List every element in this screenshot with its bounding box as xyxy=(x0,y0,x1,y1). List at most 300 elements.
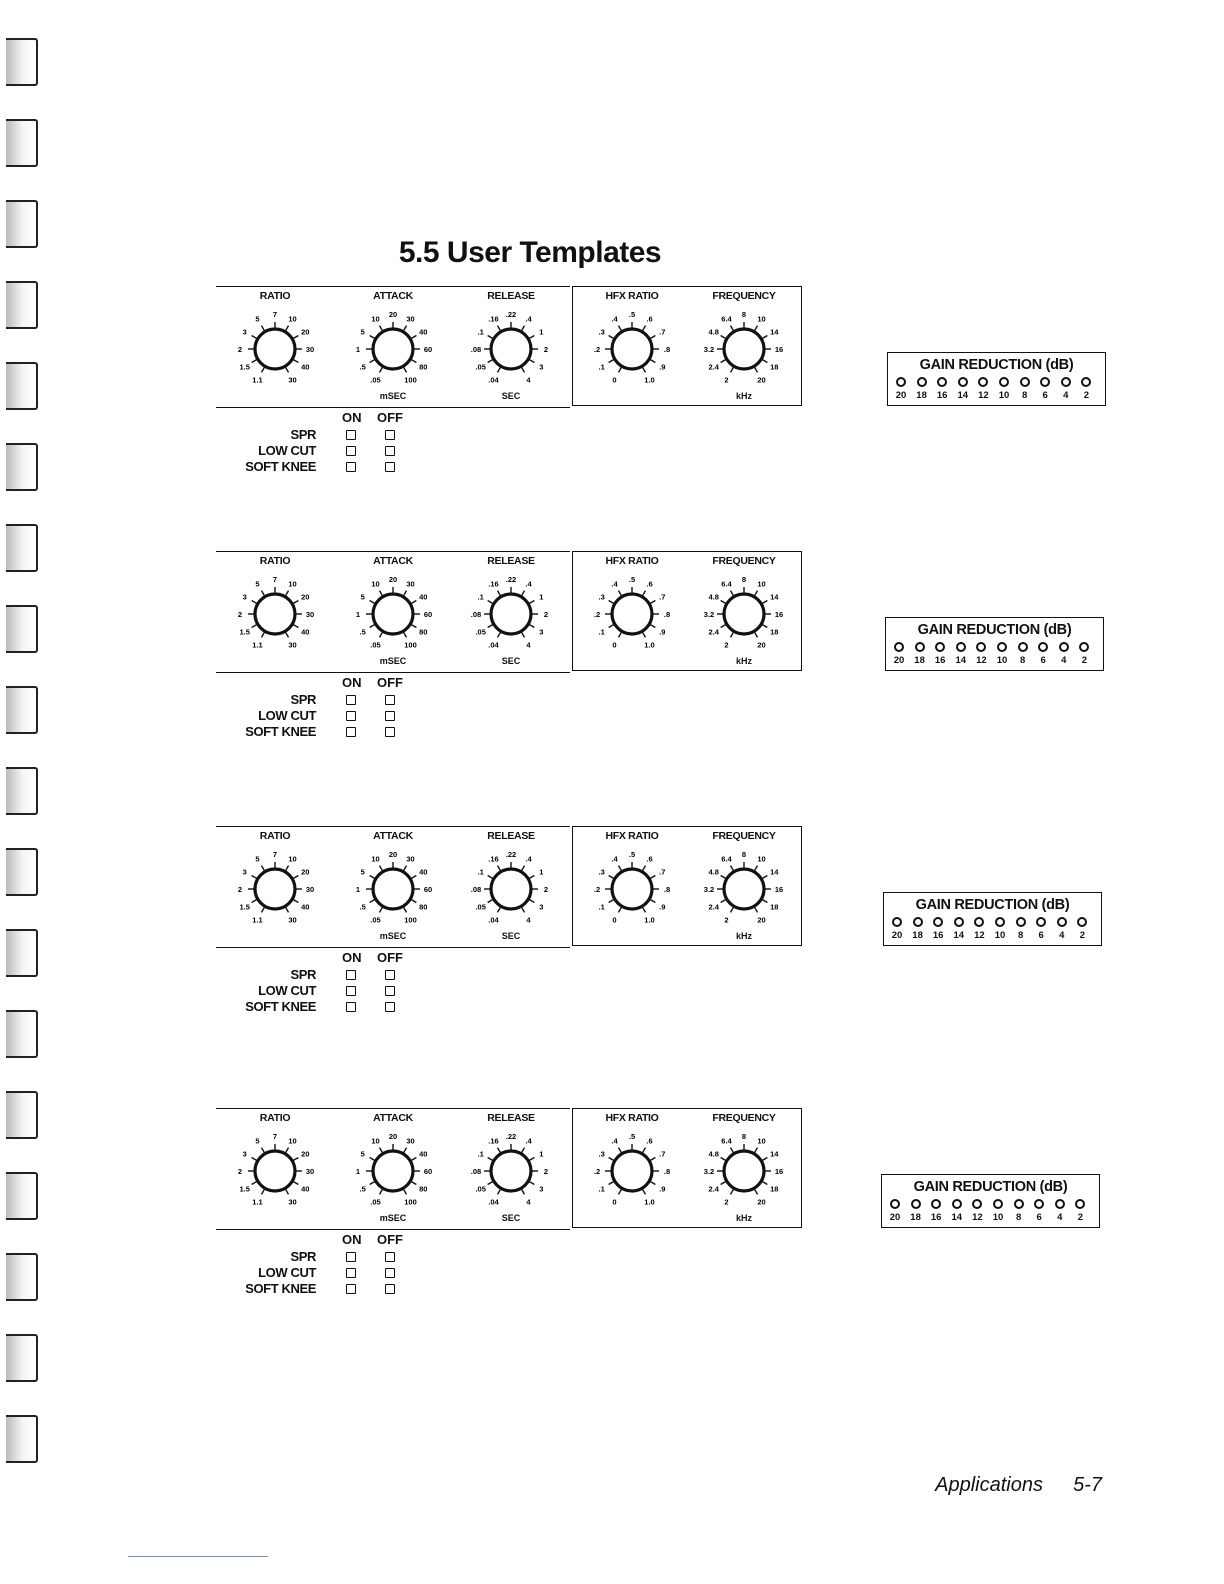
knob-dial[interactable] xyxy=(351,1129,435,1213)
knob-tick xyxy=(731,367,734,372)
knob-scale-value: .6 xyxy=(646,314,653,324)
knob-tick xyxy=(380,866,383,871)
knob-tick xyxy=(619,1189,622,1194)
knob-scale-value: 6.4 xyxy=(721,314,732,324)
knob-tick xyxy=(529,360,534,363)
knob-tick xyxy=(286,1148,289,1153)
knob-scale-value: .05 xyxy=(370,1197,381,1207)
knob-dial[interactable] xyxy=(702,847,786,931)
knob-scale-value: .08 xyxy=(470,610,482,619)
knob-release[interactable] xyxy=(452,1109,570,1229)
gain-led xyxy=(1018,642,1028,652)
knob-tick xyxy=(643,1189,646,1194)
off-checkbox[interactable] xyxy=(385,1284,395,1294)
knob-scale-value: 4.8 xyxy=(708,1149,719,1159)
knob-tick xyxy=(404,866,407,871)
knob-frequency[interactable] xyxy=(685,552,803,672)
knob-tick xyxy=(411,876,416,879)
knob-scale-value: 30 xyxy=(406,854,415,864)
knob-dial[interactable] xyxy=(702,1129,786,1213)
knob-tick xyxy=(498,326,501,331)
gain-db-value: 6 xyxy=(1038,930,1044,941)
knob-release[interactable] xyxy=(452,552,570,672)
knob-body xyxy=(373,1151,413,1191)
knob-tick xyxy=(498,1189,501,1194)
knob-scale-value: 1.1 xyxy=(252,375,263,385)
knob-tick xyxy=(522,1189,525,1194)
off-checkbox[interactable] xyxy=(385,1268,395,1278)
knob-scale-value: .7 xyxy=(659,592,666,602)
knob-tick xyxy=(404,632,407,637)
hfx-panel xyxy=(572,286,802,406)
knob-tick xyxy=(262,367,265,372)
knob-body xyxy=(724,869,764,909)
knob-scale-value: 7 xyxy=(272,310,278,319)
gain-db-value: 12 xyxy=(978,390,989,401)
on-checkbox[interactable] xyxy=(346,446,356,456)
knob-scale-value: 4.8 xyxy=(708,327,719,337)
footer-rule xyxy=(128,1556,268,1557)
on-checkbox[interactable] xyxy=(346,1284,356,1294)
knob-release[interactable] xyxy=(452,827,570,947)
knob-tick xyxy=(650,1182,655,1185)
gain-db-value: 2 xyxy=(1083,390,1090,401)
on-column-header: ON xyxy=(342,410,362,425)
knob-tick xyxy=(404,907,407,912)
knob-scale-value: .5 xyxy=(359,362,366,372)
knob-scale-value: .08 xyxy=(470,1167,482,1176)
knob-body xyxy=(724,329,764,369)
gain-led xyxy=(1034,1199,1044,1209)
knob-tick xyxy=(762,876,767,879)
gain-led xyxy=(954,917,964,927)
knob-scale-value: .8 xyxy=(663,885,671,894)
knob-tick xyxy=(252,336,257,339)
knob-tick xyxy=(286,326,289,331)
knob-tick xyxy=(609,1182,614,1185)
switch-label: SPR xyxy=(290,967,316,982)
switch-row xyxy=(230,724,430,740)
gain-reduction-meter xyxy=(887,352,1106,406)
knob-scale-value: 3 xyxy=(242,867,247,877)
gain-db-value: 12 xyxy=(974,930,985,941)
knob-body xyxy=(612,329,652,369)
knob-tick xyxy=(529,1158,534,1161)
knob-body xyxy=(491,594,531,634)
knob-scale-value: .4 xyxy=(611,1136,618,1146)
knob-scale-value: .8 xyxy=(663,1167,671,1176)
knob-scale-value: 14 xyxy=(770,592,779,602)
knob-scale-value: .7 xyxy=(659,867,666,877)
knob-scale-value: 18 xyxy=(770,627,779,637)
knob-tick xyxy=(293,360,298,363)
off-column-header: OFF xyxy=(377,1232,403,1247)
knob-tick xyxy=(731,866,734,871)
gain-led xyxy=(993,1199,1003,1209)
knob-tick xyxy=(721,900,726,903)
knob-scale-value: 20 xyxy=(388,575,398,584)
knob-scale-value: .7 xyxy=(659,1149,666,1159)
knob-scale-value: 30 xyxy=(406,314,415,324)
knob-tick xyxy=(619,367,622,372)
knob-scale-value: .1 xyxy=(477,327,484,337)
knob-tick xyxy=(755,866,758,871)
off-checkbox[interactable] xyxy=(385,1252,395,1262)
off-checkbox[interactable] xyxy=(385,986,395,996)
knob-ratio[interactable] xyxy=(216,827,334,947)
on-checkbox[interactable] xyxy=(346,727,356,737)
user-template xyxy=(0,1108,1224,1308)
knob-scale-value: .16 xyxy=(488,314,499,324)
knob-tick xyxy=(488,336,493,339)
knob-label: FREQUENCY xyxy=(712,555,776,567)
knob-scale-value: 20 xyxy=(301,592,310,602)
knob-dial[interactable] xyxy=(702,572,786,656)
knob-scale-value: .04 xyxy=(488,915,499,925)
knob-scale-value: 4 xyxy=(526,915,531,925)
knob-unit: mSEC xyxy=(379,656,407,666)
knob-scale-value: 30 xyxy=(406,1136,415,1146)
knob-scale-value: .22 xyxy=(505,850,517,859)
gain-db-value: 4 xyxy=(1059,930,1065,941)
gain-led xyxy=(1014,1199,1024,1209)
knob-tick xyxy=(643,632,646,637)
knob-tick xyxy=(522,907,525,912)
knob-scale-value: 1.1 xyxy=(252,915,263,925)
knob-tick xyxy=(370,360,375,363)
knob-label: RATIO xyxy=(259,290,291,302)
knob-tick xyxy=(643,1148,646,1153)
knob-scale-value: 10 xyxy=(371,1136,380,1146)
gain-reduction-title: GAIN REDUCTION (dB) xyxy=(917,622,1072,638)
knob-tick xyxy=(650,876,655,879)
knob-tick xyxy=(380,632,383,637)
knob-tick xyxy=(411,625,416,628)
knob-scale-value: .3 xyxy=(598,327,605,337)
knob-scale-value: 10 xyxy=(288,579,297,589)
knob-tick xyxy=(252,876,257,879)
knob-scale-value: 2.4 xyxy=(708,362,719,372)
gain-db-value: 6 xyxy=(1042,390,1048,401)
gain-db-value: 10 xyxy=(998,390,1010,401)
knob-dial[interactable] xyxy=(590,572,674,656)
knob-scale-value: .5 xyxy=(359,1184,366,1194)
gain-db-value: 8 xyxy=(1017,930,1024,941)
on-checkbox[interactable] xyxy=(346,1252,356,1262)
knob-tick xyxy=(404,326,407,331)
knob-ratio[interactable] xyxy=(216,1109,334,1229)
knob-scale-value: 20 xyxy=(301,867,310,877)
gain-led xyxy=(915,642,925,652)
gain-led xyxy=(892,917,902,927)
knob-scale-value: .3 xyxy=(598,1149,605,1159)
knob-scale-value: .9 xyxy=(659,362,666,372)
user-template xyxy=(0,551,1224,751)
knob-frequency[interactable] xyxy=(685,1109,803,1229)
knob-hfx-ratio[interactable] xyxy=(573,827,691,947)
knob-tick xyxy=(286,591,289,596)
knob-tick xyxy=(488,360,493,363)
knob-scale-value: 20 xyxy=(301,1149,310,1159)
knob-dial[interactable] xyxy=(702,307,786,391)
knob-scale-value: 20 xyxy=(757,375,766,385)
knob-scale-value: 5 xyxy=(360,867,365,877)
footer-page-number: 5-7 xyxy=(1073,1474,1102,1496)
knob-tick xyxy=(721,876,726,879)
knob-dial[interactable] xyxy=(469,307,553,391)
knob-unit: SEC xyxy=(501,656,521,666)
knob-scale-value: 5 xyxy=(255,1136,260,1146)
knob-tick xyxy=(404,367,407,372)
knob-scale-value: 14 xyxy=(770,1149,779,1159)
knob-scale-value: 40 xyxy=(301,627,310,637)
knob-tick xyxy=(731,591,734,596)
gain-led xyxy=(890,1199,900,1209)
knob-tick xyxy=(619,591,622,596)
knob-scale-value: .9 xyxy=(659,627,666,637)
switch-row xyxy=(230,967,430,983)
knob-scale-value: 6.4 xyxy=(721,854,732,864)
knob-tick xyxy=(650,625,655,628)
on-checkbox[interactable] xyxy=(346,695,356,705)
knob-scale-value: .05 xyxy=(475,362,486,372)
knob-dial[interactable] xyxy=(590,1129,674,1213)
knob-scale-value: .22 xyxy=(505,310,517,319)
knob-scale-value: 1.1 xyxy=(252,1197,263,1207)
off-checkbox[interactable] xyxy=(385,1002,395,1012)
knob-tick xyxy=(609,1158,614,1161)
switch-label: SPR xyxy=(290,427,316,442)
on-checkbox[interactable] xyxy=(346,1002,356,1012)
knob-hfx-ratio[interactable] xyxy=(573,1109,691,1229)
gain-db-value: 18 xyxy=(914,655,925,666)
user-template xyxy=(0,286,1224,486)
knob-tick xyxy=(411,900,416,903)
knob-scale-value: 4 xyxy=(526,640,531,650)
knob-dial[interactable] xyxy=(233,1129,317,1213)
knob-dial[interactable] xyxy=(233,847,317,931)
gain-db-value: 10 xyxy=(994,930,1006,941)
knob-scale-value: 1 xyxy=(539,1149,544,1159)
gain-led xyxy=(972,1199,982,1209)
knob-label: ATTACK xyxy=(373,830,413,842)
knob-scale-value: 80 xyxy=(419,902,428,912)
compressor-panel xyxy=(216,286,570,408)
off-checkbox[interactable] xyxy=(385,462,395,472)
knob-tick xyxy=(488,1182,493,1185)
knob-scale-value: 30 xyxy=(288,1197,297,1207)
knob-scale-value: 30 xyxy=(406,579,415,589)
off-checkbox[interactable] xyxy=(385,446,395,456)
knob-hfx-ratio[interactable] xyxy=(573,552,691,672)
knob-tick xyxy=(293,601,298,604)
knob-dial[interactable] xyxy=(351,307,435,391)
knob-scale-value: 10 xyxy=(288,1136,297,1146)
switch-matrix xyxy=(230,950,430,1020)
knob-label: FREQUENCY xyxy=(712,290,776,302)
knob-scale-value: 1.5 xyxy=(239,902,250,912)
off-checkbox[interactable] xyxy=(385,695,395,705)
knob-tick xyxy=(370,1158,375,1161)
knob-tick xyxy=(286,367,289,372)
knob-attack[interactable] xyxy=(334,287,452,407)
binding-ring xyxy=(6,1415,38,1463)
knob-scale-value: 4.8 xyxy=(708,592,719,602)
knob-scale-value: 3 xyxy=(539,1184,544,1194)
knob-tick xyxy=(293,1158,298,1161)
knob-body xyxy=(612,869,652,909)
knob-scale-value: 2 xyxy=(724,640,729,650)
knob-scale-value: 10 xyxy=(288,854,297,864)
knob-unit: SEC xyxy=(501,1213,521,1223)
knob-tick xyxy=(619,866,622,871)
gain-led xyxy=(1036,917,1046,927)
gain-db-value: 20 xyxy=(891,930,903,941)
knob-tick xyxy=(762,900,767,903)
knob-dial[interactable] xyxy=(351,572,435,656)
on-checkbox[interactable] xyxy=(346,462,356,472)
on-checkbox[interactable] xyxy=(346,986,356,996)
knob-ratio[interactable] xyxy=(216,552,334,672)
knob-tick xyxy=(411,360,416,363)
gain-db-value: 8 xyxy=(1019,655,1026,666)
knob-tick xyxy=(762,360,767,363)
knob-unit: mSEC xyxy=(379,931,407,941)
gain-led xyxy=(913,917,923,927)
switch-label: LOW CUT xyxy=(258,443,316,458)
knob-dial[interactable] xyxy=(590,307,674,391)
knob-attack[interactable] xyxy=(334,1109,452,1229)
knob-label: RELEASE xyxy=(487,290,535,302)
knob-frequency[interactable] xyxy=(685,287,803,407)
gain-led xyxy=(999,377,1009,387)
knob-dial[interactable] xyxy=(469,1129,553,1213)
knob-scale-value: .04 xyxy=(488,640,499,650)
on-checkbox[interactable] xyxy=(346,970,356,980)
gain-db-value: 8 xyxy=(1015,1212,1022,1223)
knob-scale-value: 30 xyxy=(288,375,297,385)
knob-label: RELEASE xyxy=(487,1112,535,1124)
knob-scale-value: 30 xyxy=(288,915,297,925)
knob-scale-value: .1 xyxy=(477,592,484,602)
knob-scale-value: .05 xyxy=(475,627,486,637)
knob-tick xyxy=(370,336,375,339)
knob-frequency[interactable] xyxy=(685,827,803,947)
knob-scale-value: 1.5 xyxy=(239,627,250,637)
on-checkbox[interactable] xyxy=(346,1268,356,1278)
gain-led xyxy=(1081,377,1091,387)
knob-release[interactable] xyxy=(452,287,570,407)
off-checkbox[interactable] xyxy=(385,430,395,440)
knob-tick xyxy=(498,907,501,912)
gain-db-value: 12 xyxy=(976,655,987,666)
knob-tick xyxy=(293,1182,298,1185)
knob-scale-value: 3 xyxy=(539,902,544,912)
hfx-panel xyxy=(572,826,802,946)
knob-dial[interactable] xyxy=(351,847,435,931)
knob-tick xyxy=(650,900,655,903)
knob-dial[interactable] xyxy=(233,572,317,656)
knob-tick xyxy=(643,907,646,912)
knob-scale-value: 10 xyxy=(757,1136,766,1146)
knob-scale-value: 8 xyxy=(741,1132,747,1141)
knob-tick xyxy=(755,326,758,331)
knob-dial[interactable] xyxy=(590,847,674,931)
knob-scale-value: 2 xyxy=(543,1167,549,1176)
gain-led xyxy=(1059,642,1069,652)
knob-scale-value: 60 xyxy=(423,1167,433,1176)
knob-dial[interactable] xyxy=(233,307,317,391)
knob-unit: kHz xyxy=(735,656,752,666)
knob-tick xyxy=(529,876,534,879)
knob-dial[interactable] xyxy=(469,847,553,931)
knob-scale-value: 16 xyxy=(774,885,784,894)
knob-label: RELEASE xyxy=(487,555,535,567)
knob-scale-value: .4 xyxy=(611,579,618,589)
knob-tick xyxy=(380,1189,383,1194)
knob-tick xyxy=(762,336,767,339)
knob-label: ATTACK xyxy=(373,1112,413,1124)
on-checkbox[interactable] xyxy=(346,711,356,721)
knob-tick xyxy=(293,625,298,628)
knob-scale-value: .05 xyxy=(370,915,381,925)
knob-scale-value: .5 xyxy=(628,310,636,319)
knob-attack[interactable] xyxy=(334,552,452,672)
knob-scale-value: .2 xyxy=(593,345,601,354)
knob-tick xyxy=(529,601,534,604)
knob-scale-value: .2 xyxy=(593,1167,601,1176)
knob-scale-value: .8 xyxy=(663,610,671,619)
knob-tick xyxy=(488,900,493,903)
knob-label: ATTACK xyxy=(373,555,413,567)
off-checkbox[interactable] xyxy=(385,711,395,721)
knob-scale-value: 20 xyxy=(301,327,310,337)
knob-scale-value: .1 xyxy=(598,902,605,912)
off-checkbox[interactable] xyxy=(385,727,395,737)
knob-unit: kHz xyxy=(735,1213,752,1223)
on-checkbox[interactable] xyxy=(346,430,356,440)
knob-scale-value: 20 xyxy=(388,1132,398,1141)
knob-scale-value: 7 xyxy=(272,850,278,859)
knob-scale-value: 1 xyxy=(539,867,544,877)
gain-db-value: 6 xyxy=(1036,1212,1042,1223)
gain-led xyxy=(933,917,943,927)
on-column-header: ON xyxy=(342,675,362,690)
knob-hfx-ratio[interactable] xyxy=(573,287,691,407)
gain-led xyxy=(1055,1199,1065,1209)
knob-scale-value: 7 xyxy=(272,575,278,584)
switch-row xyxy=(230,427,430,443)
knob-tick xyxy=(411,1158,416,1161)
knob-scale-value: 16 xyxy=(774,345,784,354)
knob-tick xyxy=(643,367,646,372)
knob-scale-value: .1 xyxy=(477,867,484,877)
knob-scale-value: 1 xyxy=(355,1167,361,1176)
knob-attack[interactable] xyxy=(334,827,452,947)
gain-led xyxy=(1020,377,1030,387)
off-checkbox[interactable] xyxy=(385,970,395,980)
knob-dial[interactable] xyxy=(469,572,553,656)
knob-ratio[interactable] xyxy=(216,287,334,407)
knob-body xyxy=(612,1151,652,1191)
knob-scale-value: 80 xyxy=(419,362,428,372)
knob-tick xyxy=(650,336,655,339)
knob-tick xyxy=(755,591,758,596)
knob-scale-value: 30 xyxy=(305,345,315,354)
knob-tick xyxy=(370,601,375,604)
knob-scale-value: .1 xyxy=(598,362,605,372)
off-column-header: OFF xyxy=(377,675,403,690)
